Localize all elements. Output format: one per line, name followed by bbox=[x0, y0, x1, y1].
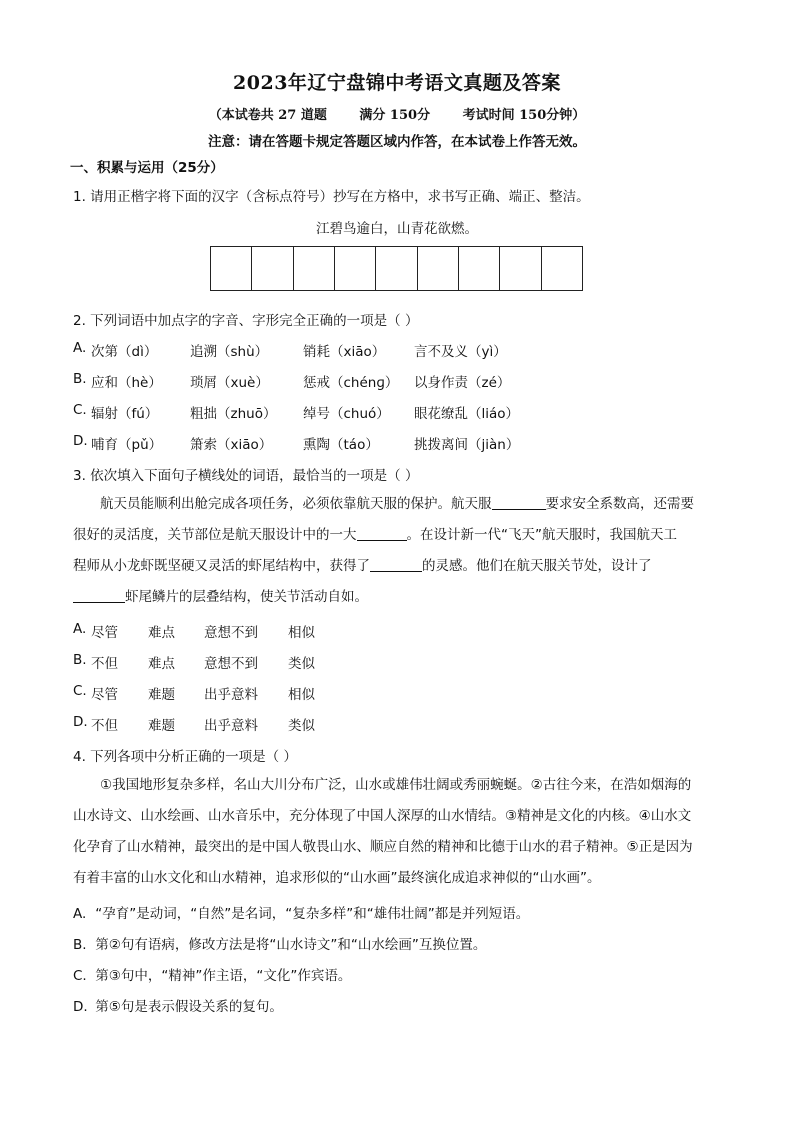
option-word: 尽管 bbox=[91, 625, 118, 641]
option-key: D. bbox=[73, 433, 88, 449]
passage-text: 的灵感。他们在航天服关节处，设计了 bbox=[422, 558, 652, 574]
option-text: 第③句中，“精神”作主语，“文化”作宾语。 bbox=[95, 968, 352, 984]
option-key: C. bbox=[73, 968, 87, 984]
q2-option-b bbox=[73, 371, 511, 391]
grid-cell bbox=[542, 247, 582, 290]
passage-line: 有着丰富的山水文化和山水精神，追求形似的“山水画”最终演化成追求神似的“山水画”。 bbox=[73, 870, 601, 886]
grid-cell bbox=[459, 247, 500, 290]
option-word: 眼花缭乱（liáo） bbox=[414, 406, 520, 422]
option-text: “孕育”是动词，“自然”是名词，“复杂多样”和“雄伟壮阔”都是并列短语。 bbox=[95, 906, 530, 922]
option-word: 不但 bbox=[91, 656, 118, 672]
grid-cell bbox=[500, 247, 541, 290]
option-word: 意想不到 bbox=[204, 625, 258, 641]
q2-prompt: 2. 下列词语中加点字的字音、字形完全正确的一项是（ ） bbox=[73, 313, 419, 329]
grid-cell bbox=[211, 247, 252, 290]
option-word: 相似 bbox=[288, 687, 315, 703]
question-count: （本试卷共 27 道题 bbox=[208, 108, 327, 123]
option-word: 应和（hè） bbox=[91, 375, 162, 391]
option-word: 琐屑（xuè） bbox=[190, 375, 269, 391]
grid-cell bbox=[252, 247, 293, 290]
q1-copy-text: 江碧鸟逾白，山青花欲燃。 bbox=[316, 221, 478, 237]
option-key: A. bbox=[73, 340, 87, 356]
q4-option-d bbox=[73, 995, 283, 1015]
q3-option-b bbox=[73, 652, 315, 672]
passage-line: ①我国地形复杂多样，名山大川分布广泛，山水或雄伟壮阔或秀丽蜿蜒。②古往今来，在浩如烟海的 bbox=[100, 777, 692, 793]
option-word: 绰号（chuó） bbox=[303, 406, 390, 422]
option-word: 类似 bbox=[288, 718, 315, 734]
fill-blank bbox=[492, 495, 546, 510]
grid-cell bbox=[418, 247, 459, 290]
option-word: 熏陶（táo） bbox=[303, 437, 379, 453]
q4-prompt: 4. 下列各项中分析正确的一项是（ ） bbox=[73, 749, 297, 765]
option-key: A. bbox=[73, 621, 87, 637]
option-word: 意想不到 bbox=[204, 656, 258, 672]
grid-cell bbox=[294, 247, 335, 290]
option-word: 难点 bbox=[148, 656, 175, 672]
option-key: B. bbox=[73, 371, 87, 387]
section-heading: 一、积累与运用（25分） bbox=[70, 160, 224, 176]
option-key: D. bbox=[73, 999, 88, 1015]
q1-prompt: 1. 请用正楷字将下面的汉字（含标点符号）抄写在方格中，求书写正确、端正、整洁。 bbox=[73, 189, 590, 205]
option-word: 辐射（fú） bbox=[91, 406, 159, 422]
passage-text: 很好的灵活度，关节部位是航天服设计中的一大 bbox=[73, 527, 357, 543]
option-word: 不但 bbox=[91, 718, 118, 734]
option-word: 惩戒（chénɡ） bbox=[303, 375, 399, 391]
option-word: 追溯（shù） bbox=[190, 344, 269, 360]
passage-text: 。在设计新一代“飞天”航天服时，我国航天工 bbox=[406, 527, 677, 543]
page-title: 2023年辽宁盘锦中考语文真题及答案 bbox=[233, 72, 561, 94]
q3-option-a bbox=[73, 621, 315, 641]
q3-prompt: 3. 依次填入下面句子横线处的词语，最恰当的一项是（ ） bbox=[73, 468, 419, 484]
option-word: 尽管 bbox=[91, 687, 118, 703]
option-word: 出乎意料 bbox=[204, 687, 258, 703]
option-word: 难题 bbox=[148, 718, 175, 734]
total-score: 满分 150分 bbox=[359, 108, 431, 123]
option-key: B. bbox=[73, 937, 87, 953]
option-word: 言不及义（yì） bbox=[414, 344, 507, 360]
q3-option-d bbox=[73, 714, 315, 734]
q2-option-a bbox=[73, 340, 507, 360]
option-word: 类似 bbox=[288, 656, 315, 672]
passage-text: 程师从小龙虾既坚硬又灵活的虾尾结构中，获得了 bbox=[73, 558, 370, 574]
option-key: C. bbox=[73, 683, 87, 699]
option-text: 第②句有语病，修改方法是将“山水诗文”和“山水绘画”互换位置。 bbox=[95, 937, 487, 953]
option-key: D. bbox=[73, 714, 88, 730]
q4-option-b bbox=[73, 933, 486, 953]
grid-cell bbox=[335, 247, 376, 290]
option-word: 难点 bbox=[148, 625, 175, 641]
option-word: 次第（dì） bbox=[91, 344, 158, 360]
passage-line: 化孕育了山水精神，最突出的是中国人敬畏山水、顺应自然的精神和比德于山水的君子精神。⑤正是因为 bbox=[73, 839, 693, 855]
passage-text: 航天员能顺利出舱完成各项任务，必须依靠航天服的保护。航天服 bbox=[100, 496, 492, 512]
q4-option-a bbox=[73, 902, 529, 922]
option-key: C. bbox=[73, 402, 87, 418]
q4-option-c bbox=[73, 964, 351, 984]
option-word: 挑拨离间（jiàn） bbox=[414, 437, 520, 453]
fill-blank bbox=[370, 557, 422, 572]
option-word: 销耗（xiāo） bbox=[303, 344, 386, 360]
option-word: 粗拙（zhuō） bbox=[190, 406, 277, 422]
q2-option-d bbox=[73, 433, 520, 453]
option-text: 第⑤句是表示假设关系的复句。 bbox=[95, 999, 283, 1015]
option-key: B. bbox=[73, 652, 87, 668]
answer-notice: 注意：请在答题卡规定答题区域内作答，在本试卷上作答无效。 bbox=[208, 134, 586, 150]
q2-option-c bbox=[73, 402, 520, 422]
option-word: 难题 bbox=[148, 687, 175, 703]
q3-option-c bbox=[73, 683, 315, 703]
fill-blank bbox=[73, 588, 125, 603]
option-key: A. bbox=[73, 906, 87, 922]
option-word: 出乎意料 bbox=[204, 718, 258, 734]
q3-passage bbox=[73, 489, 723, 613]
passage-text: 虾尾鳞片的层叠结构，使关节活动自如。 bbox=[125, 589, 368, 605]
q4-passage bbox=[73, 770, 723, 894]
passage-line: 山水诗文、山水绘画、山水音乐中，充分体现了中国人深厚的山水情结。③精神是文化的内核。④山水文 bbox=[73, 808, 692, 824]
exam-info bbox=[0, 104, 794, 123]
grid-cell bbox=[376, 247, 417, 290]
option-word: 哺育（pǔ） bbox=[91, 437, 163, 453]
fill-blank bbox=[357, 526, 407, 541]
passage-text: 要求安全系数高，还需要 bbox=[545, 496, 694, 512]
writing-grid bbox=[210, 246, 583, 291]
exam-time: 考试时间 150分钟） bbox=[462, 108, 586, 123]
option-word: 箫索（xiāo） bbox=[190, 437, 273, 453]
option-word: 相似 bbox=[288, 625, 315, 641]
option-word: 以身作责（zé） bbox=[414, 375, 511, 391]
